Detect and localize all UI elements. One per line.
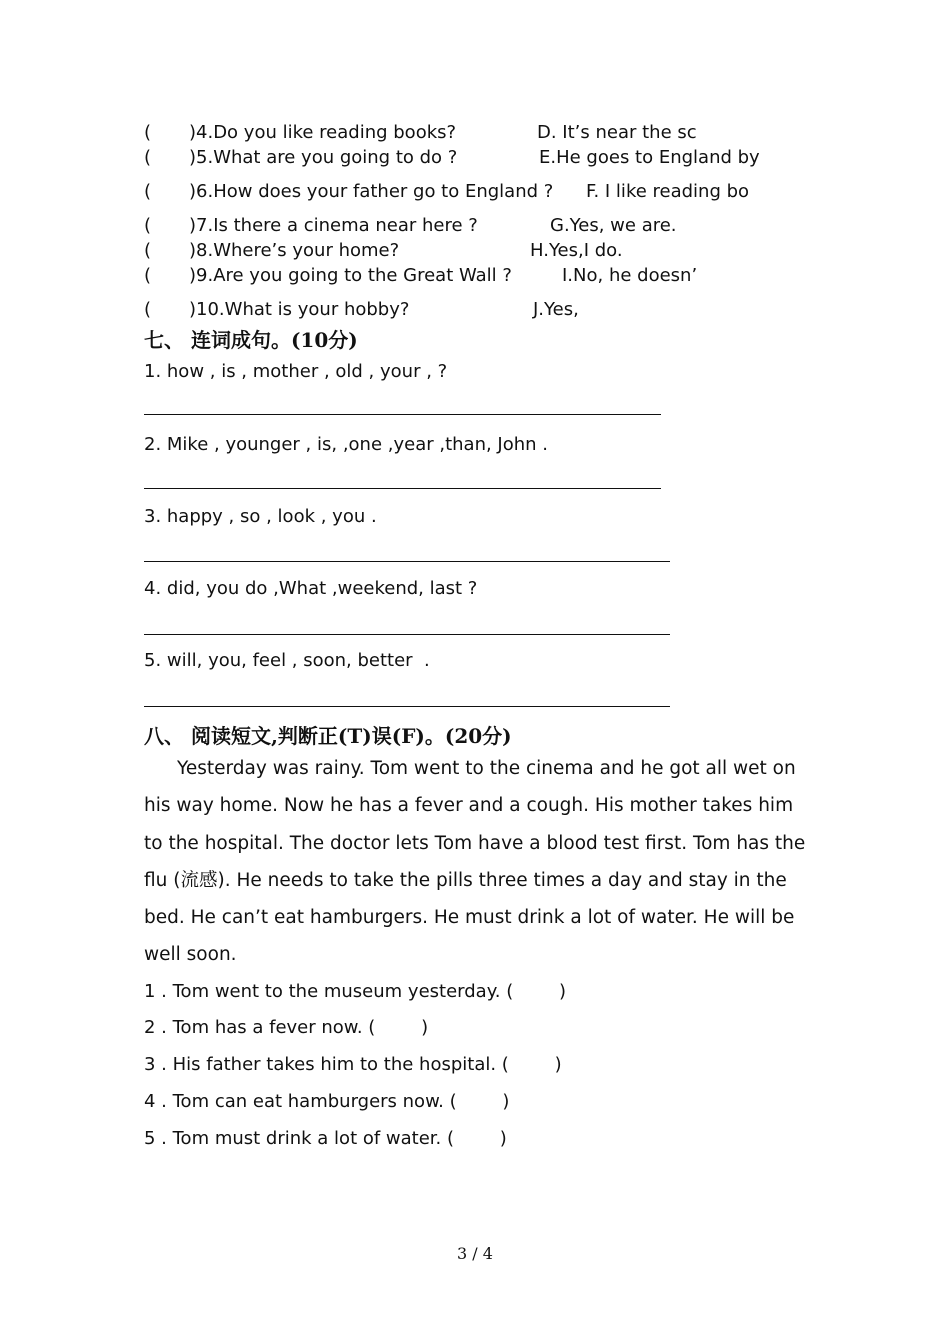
answer-line — [144, 488, 661, 489]
answer-line — [144, 634, 670, 635]
matching-answer: G.Yes, we are. — [550, 215, 677, 236]
matching-answer: I.No, he doesn’ — [562, 265, 698, 286]
section-8-heading: 八、 阅读短文,判断正(T)误(F)。(20分) — [144, 724, 512, 748]
answer-paren: ( — [144, 122, 152, 143]
answer-paren: ( — [144, 265, 152, 286]
matching-answer: F. I like reading bo — [586, 181, 750, 202]
answer-line — [144, 706, 670, 707]
matching-question: )6.How does your father go to England ? — [189, 181, 554, 202]
answer-paren: ( — [144, 147, 152, 168]
true-false-question: 3 . His father takes him to the hospital. ( ) — [144, 1054, 562, 1075]
answer-paren: ( — [144, 215, 152, 236]
section-7-heading: 七、 连词成句。(10分) — [144, 328, 358, 352]
sentence-prompt: 1. how , is , mother , old , your , ? — [144, 361, 448, 382]
true-false-question: 2 . Tom has a fever now. ( ) — [144, 1017, 429, 1038]
true-false-question: 5 . Tom must drink a lot of water. ( ) — [144, 1128, 507, 1149]
matching-answer: D. It’s near the sc — [537, 122, 697, 143]
true-false-question: 1 . Tom went to the museum yesterday. ( ) — [144, 981, 567, 1002]
sentence-prompt: 4. did, you do ,What ,weekend, last ? — [144, 578, 478, 599]
true-false-question: 4 . Tom can eat hamburgers now. ( ) — [144, 1091, 510, 1112]
matching-question: )9.Are you going to the Great Wall ? — [189, 265, 512, 286]
answer-paren: ( — [144, 240, 152, 261]
answer-line — [144, 561, 670, 562]
page-number: 3 / 4 — [457, 1244, 493, 1263]
matching-question: )8.Where’s your home? — [189, 240, 400, 261]
matching-question: )10.What is your hobby? — [189, 299, 410, 320]
matching-answer: J.Yes, — [533, 299, 579, 320]
sentence-prompt: 2. Mike , younger , is, ,one ,year ,than, John . — [144, 434, 549, 455]
answer-paren: ( — [144, 181, 152, 202]
matching-answer: H.Yes,I do. — [530, 240, 623, 261]
matching-answer: E.He goes to England by — [539, 147, 760, 168]
matching-question: )5.What are you going to do ? — [189, 147, 458, 168]
matching-question: )4.Do you like reading books? — [189, 122, 457, 143]
sentence-prompt: 3. happy , so , look , you . — [144, 506, 377, 527]
answer-paren: ( — [144, 299, 152, 320]
sentence-prompt: 5. will, you, feel , soon, better . — [144, 650, 430, 671]
matching-question: )7.Is there a cinema near here ? — [189, 215, 478, 236]
answer-line — [144, 414, 661, 415]
reading-passage: Yesterday was rainy. Tom went to the cinema and he got all wet on his way home. Now he has a fever and a cough. His mother takes him to the hospital. The doctor lets Tom have a blood test first. Tom has the flu (流感). He needs to take the pills three times a day and stay in the bed. He can’t eat hamburgers. He must drink a lot of water. He will be well soon. — [144, 758, 806, 966]
